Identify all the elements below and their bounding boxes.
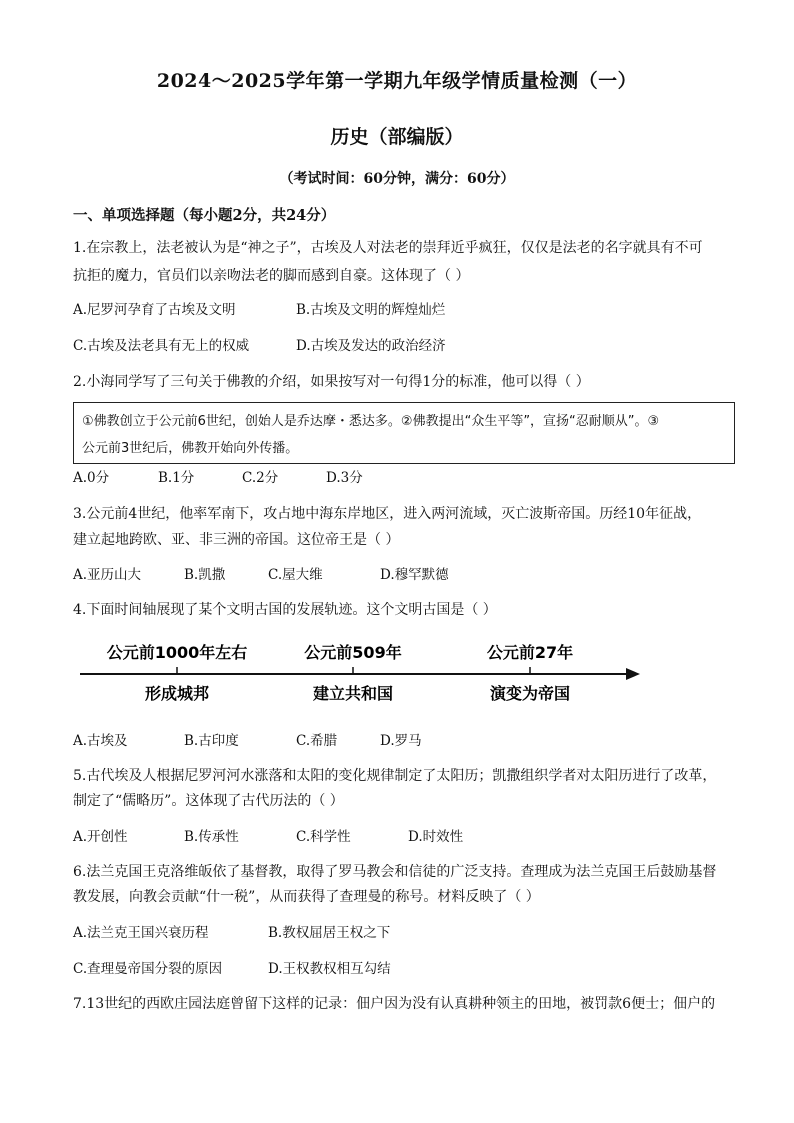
q6-option-c: C.查理曼帝国分裂的原因 [73,961,223,977]
timeline-event-1: 形成城邦 [144,684,210,703]
section-heading: 一、单项选择题（每小题2分，共24分） [73,207,336,224]
question-6-line-1: 6.法兰克国王克洛维皈依了基督教，取得了罗马教会和信徒的广泛支持。查理成为法兰克国王后鼓励基督 [73,864,717,880]
question-7-line-1: 7.13世纪的西欧庄园法庭曾留下这样的记录：佃户因为没有认真耕种领主的田地，被罚款6便士；佃户的 [73,996,716,1012]
q1-option-a: A.尼罗河孕育了古埃及文明 [73,302,236,318]
q3-option-c: C.屋大维 [268,567,323,583]
q3-option-b: B.凯撒 [184,567,226,583]
question-3-line-1: 3.公元前4世纪，他率军南下，攻占地中海东岸地区，进入两河流域，灭亡波斯帝国。历经10年征战， [73,506,702,522]
question-3-line-2: 建立起地跨欧、亚、非三洲的帝国。这位帝王是（ ） [73,532,400,548]
q5-option-c: C.科学性 [296,829,351,845]
q4-option-d: D.罗马 [380,733,422,749]
exam-subtitle: 历史（部编版） [330,126,464,148]
q2-option-a: A.0分 [73,470,110,486]
q2-material-box [73,402,735,464]
q2-option-b: B.1分 [158,470,195,486]
q2-box-line-1: ①佛教创立于公元前6世纪，创始人是乔达摩・悉达多。②佛教提出“众生平等”，宣扬“忍耐顺从”。③ [82,414,660,429]
q2-option-d: D.3分 [326,470,363,486]
timeline-event-3: 演变为帝国 [489,684,571,703]
q5-option-a: A.开创性 [73,829,128,845]
question-4-line-1: 4.下面时间轴展现了某个文明古国的发展轨迹。这个文明古国是（ ） [73,602,497,618]
q3-option-d: D.穆罕默德 [380,567,449,583]
q4-option-c: C.希腊 [296,733,338,749]
question-5-line-2: 制定了“儒略历”。这体现了古代历法的（ ） [73,793,344,809]
question-1-line-1: 1.在宗教上，法老被认为是“神之子”，古埃及人对法老的崇拜近乎疯狂，仅仅是法老的名字就具有不可 [73,240,703,256]
q5-option-b: B.传承性 [184,829,239,845]
q6-option-b: B.教权屈居王权之下 [268,925,391,941]
timeline-date-1: 公元前1000年左右 [106,643,248,662]
q6-option-a: A.法兰克王国兴衰历程 [73,925,209,941]
q6-option-d: D.王权教权相互勾结 [268,961,391,977]
q2-option-c: C.2分 [242,470,279,486]
q4-option-b: B.古印度 [184,733,239,749]
exam-info: （考试时间：60分钟，满分：60分） [279,171,515,187]
timeline-date-3: 公元前27年 [486,643,574,662]
q5-option-d: D.时效性 [408,829,464,845]
question-6-line-2: 教发展，向教会贡献“什一税”，从而获得了查理曼的称号。材料反映了（ ） [73,889,540,905]
q3-option-a: A.亚历山大 [73,567,142,583]
q1-option-d: D.古埃及发达的政治经济 [296,338,446,354]
timeline-arrowhead [626,668,640,680]
question-2-line-1: 2.小海同学写了三句关于佛教的介绍，如果按写对一句得1分的标准，他可以得（ ） [73,374,590,390]
timeline-event-2: 建立共和国 [312,684,394,703]
q4-option-a: A.古埃及 [73,733,128,749]
q1-option-b: B.古埃及文明的辉煌灿烂 [296,302,446,318]
q1-option-c: C.古埃及法老具有无上的权威 [73,338,250,354]
q2-box-line-2: 公元前3世纪后，佛教开始向外传播。 [82,441,299,456]
question-1-line-2: 抗拒的魔力，官员们以亲吻法老的脚而感到自豪。这体现了（ ） [73,268,470,284]
timeline-date-2: 公元前509年 [304,643,402,662]
timeline-diagram [70,636,650,712]
question-5-line-1: 5.古代埃及人根据尼罗河河水涨落和太阳的变化规律制定了太阳历；凯撒组织学者对太阳历进行了改革， [73,768,717,784]
exam-title: 2024～2025学年第一学期九年级学情质量检测（一） [156,70,638,92]
